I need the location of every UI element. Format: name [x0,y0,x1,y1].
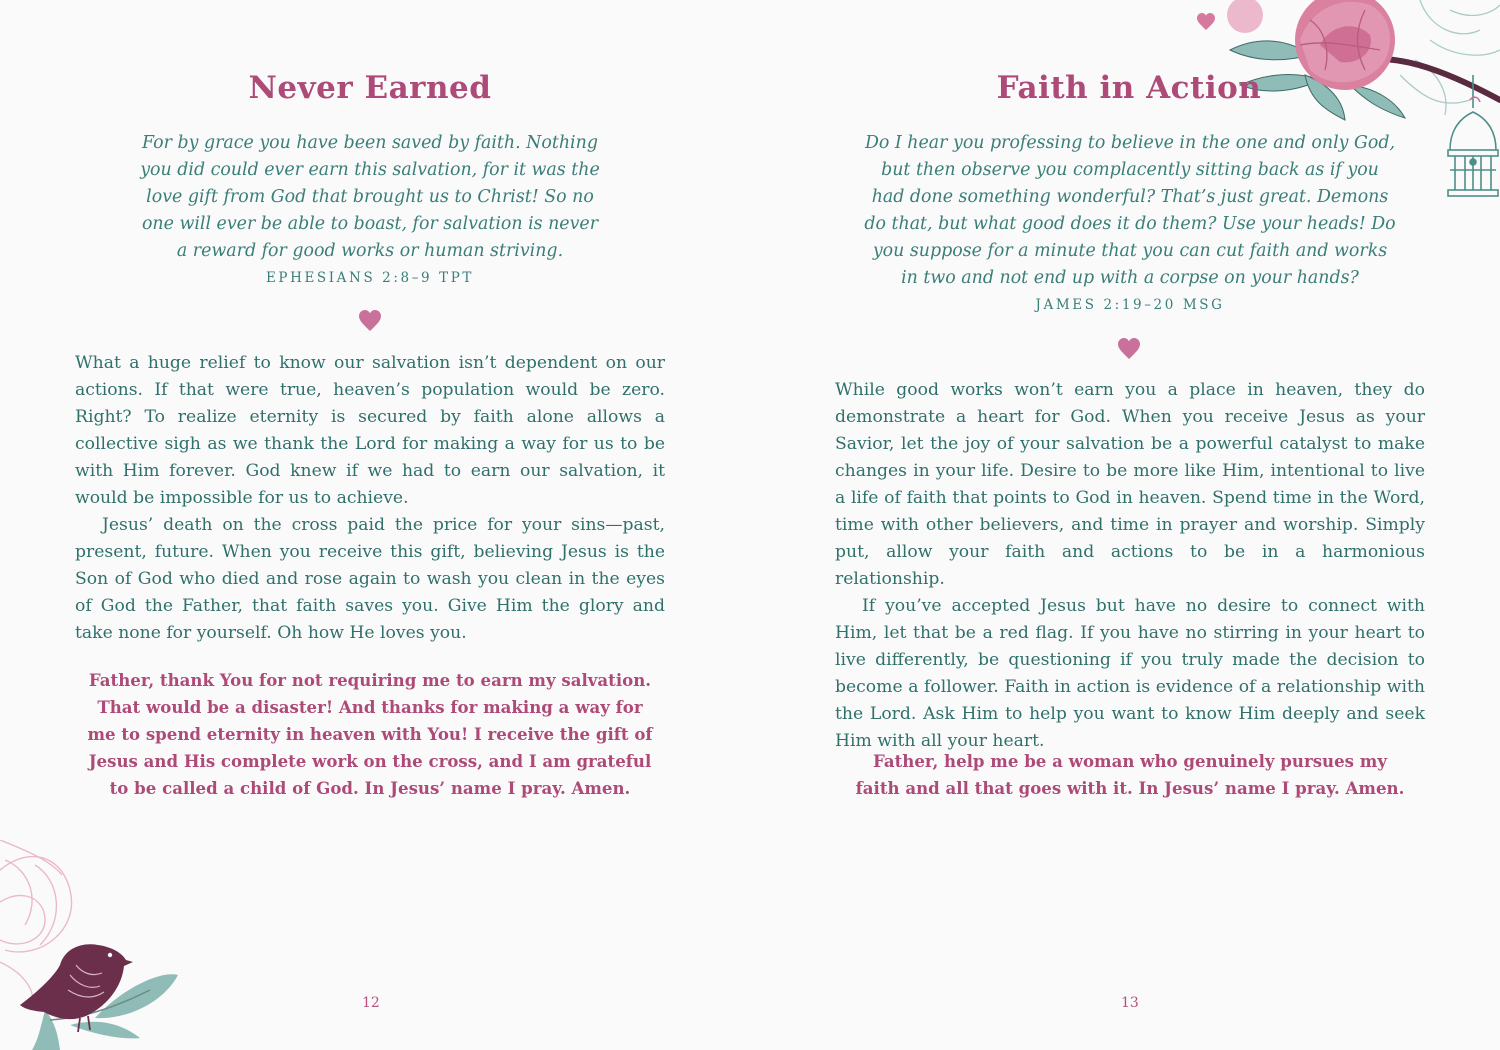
verse-line: love gift from God that brought us to Christ! So no [146,187,594,207]
verse-line: in two and not end up with a corpse on your hands? [901,268,1359,288]
devotional-body [835,377,1425,755]
heart-icon [1117,337,1141,361]
page-title: Faith in Action [996,70,1262,106]
heart-icon [358,309,382,333]
body-paragraph: What a huge relief to know our salvation isn’t dependent on our actions. If that were true, heaven’s population would be zero. Right? To realize eternity is secured by faith alone allows a collective sigh as we thank the Lord for making a way for us to be with Him forever. God knew if we had to earn our salvation, it would be impossible for us to achieve. [75,353,665,508]
bird-icon [20,944,133,1032]
devotional-body [75,350,665,647]
prayer-line: to be called a child of God. In Jesus’ name I pray. Amen. [109,778,631,798]
prayer-line: Jesus and His complete work on the cross, and I am grateful [88,751,652,771]
body-paragraph: While good works won’t earn you a place in heaven, they do demonstrate a heart for God. When you receive Jesus as your Savior, let the joy of your salvation be a powerful catalyst to make changes in your life. Desire to be more like Him, intentional to live a life of faith that points to God in heaven. Spend time in the Word, time with other believers, and time in prayer and worship. Simply put, allow your faith and actions to be in a harmonious relationship. [835,380,1425,589]
verse-line: you suppose for a minute that you can cut faith and works [872,241,1388,261]
right-page [750,0,1500,1050]
body-paragraph: Jesus’ death on the cross paid the price for your sins—past, present, future. When you receive this gift, believing Jesus is the Son of God who died and rose again to wash you clean in the eyes of God the Father, that faith saves you. Give Him the glory and take none for yourself. Oh how He loves you. [75,515,665,643]
prayer [835,748,1425,802]
verse-line: but then observe you complacently sitting back as if you [881,160,1379,180]
scripture-verse [95,130,645,265]
small-heart-icon [1197,13,1215,30]
prayer-line: faith and all that goes with it. In Jesus’ name I pray. Amen. [855,778,1405,798]
page-number: 13 [1121,995,1139,1011]
verse-line: For by grace you have been saved by faith. Nothing [142,133,598,153]
verse-line: Do I hear you professing to believe in the one and only God, [864,133,1396,153]
bird-illustration [0,840,200,1050]
body-paragraph: If you’ve accepted Jesus but have no desire to connect with Him, let that be a red flag. If you have no stirring in your heart to live differently, be questioning if you truly made the decision to become a follower. Faith in action is evidence of a relationship with the Lord. Ask Him to help you want to know Him deeply and seek Him with all your heart. [835,596,1425,751]
verse-line: had done something wonderful? That’s just great. Demons [871,187,1389,207]
prayer-line: Father, thank You for not requiring me to earn my salvation. [88,670,652,690]
prayer-line: That would be a disaster! And thanks for making a way for [97,697,643,717]
page-title: Never Earned [248,70,492,106]
scripture-verse [850,130,1410,292]
prayer [75,667,665,802]
prayer-line: me to spend eternity in heaven with You! I receive the gift of [87,724,653,744]
scripture-reference: JAMES 2:19–20 MSG [1035,297,1225,313]
prayer-line: Father, help me be a woman who genuinely pursues my [873,751,1387,771]
verse-line: a reward for good works or human striving. [176,241,564,261]
page-number: 12 [362,995,380,1011]
verse-line: one will ever be able to boast, for salvation is never [141,214,599,234]
scripture-reference: EPHESIANS 2:8–9 TPT [265,270,475,286]
verse-line: do that, but what good does it do them? Use your heads! Do [864,214,1396,234]
verse-line: you did could ever earn this salvation, for it was the [140,160,600,180]
